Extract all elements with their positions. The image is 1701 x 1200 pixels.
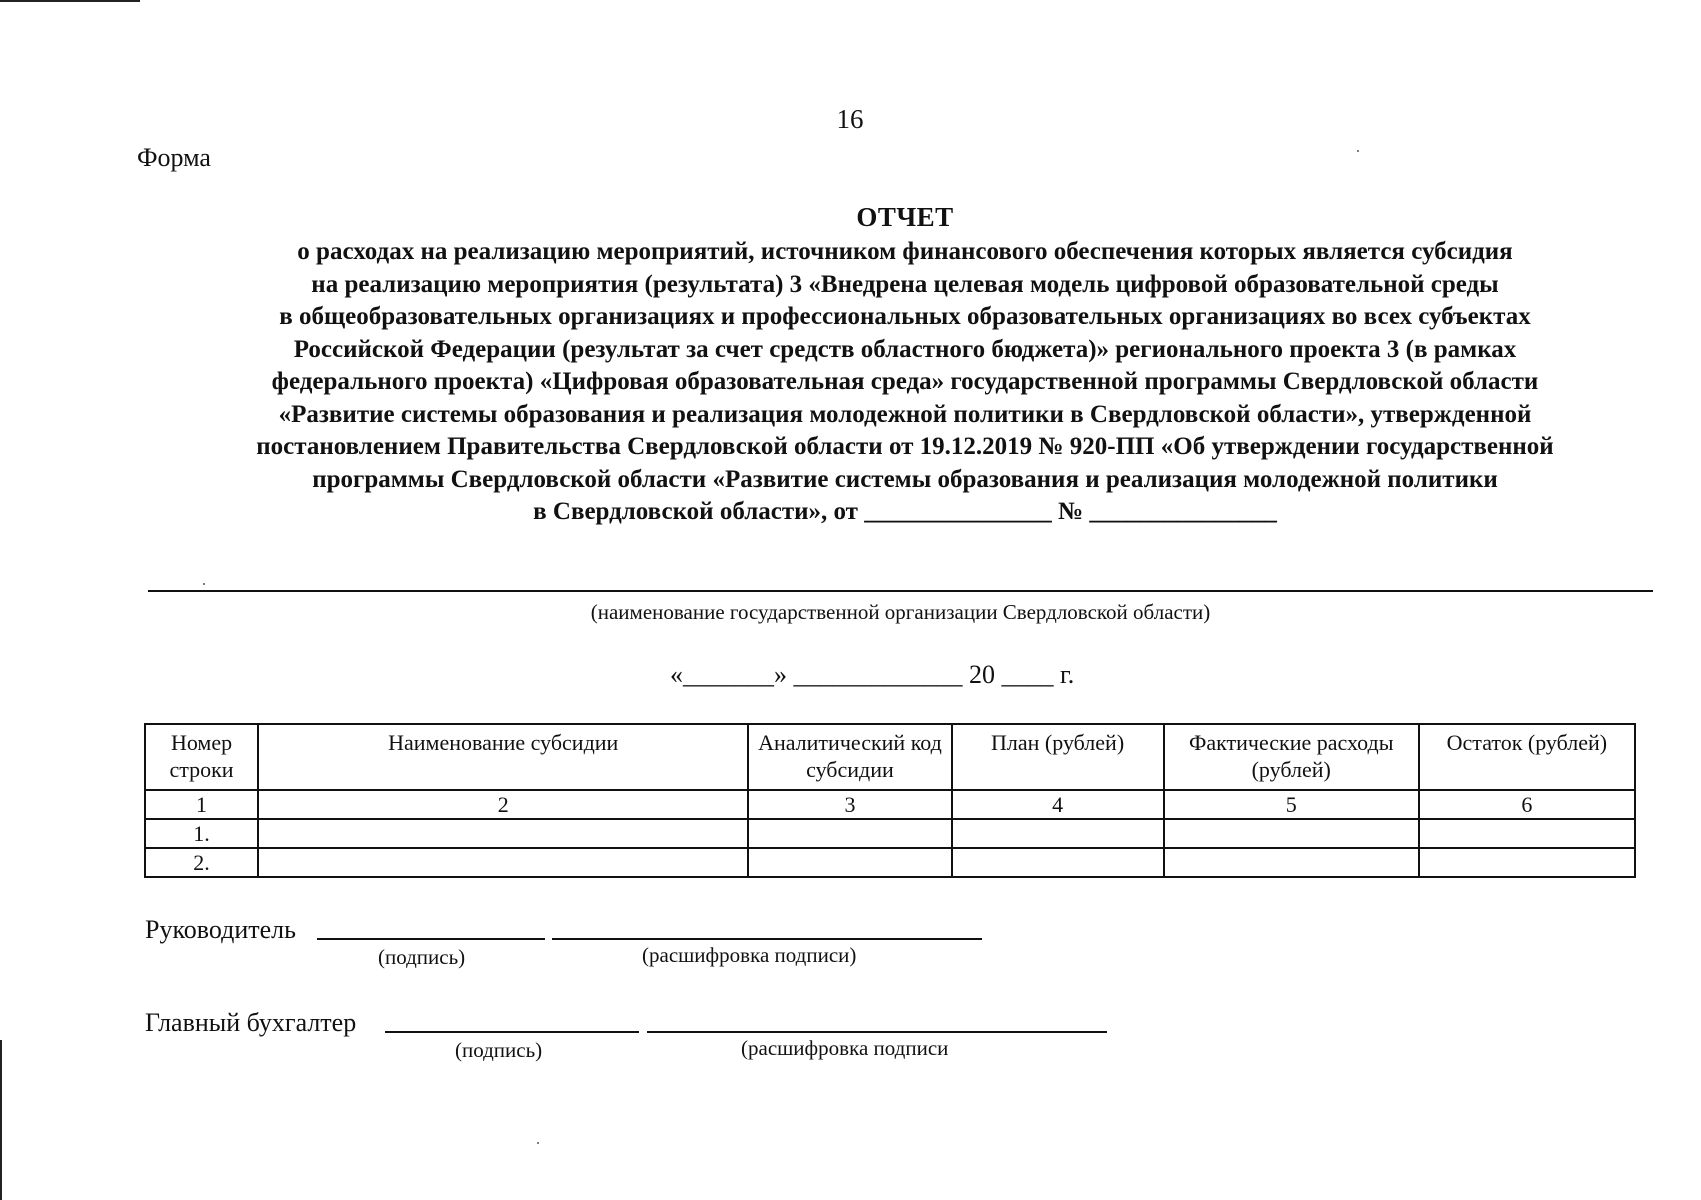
accountant-signature-field[interactable] [385, 1031, 639, 1033]
head-decoding-caption: (расшифровка подписи) [642, 943, 857, 967]
report-subtitle [150, 236, 1660, 529]
report-title: ОТЧЕТ [856, 202, 954, 232]
subtitle-line: Российской Федерации (результат за счет средств областного бюджета)» регионального проекта 3 (в рамках [293, 335, 1517, 363]
subtitle-line: федерального проекта) «Цифровая образовательная среда» государственной программы Свердловской области [271, 368, 1539, 395]
organization-caption: (наименование государственной организации Свердловской области) [590, 600, 1211, 624]
accountant-signature-caption: (подпись) [455, 1038, 543, 1062]
balance-cell[interactable] [1419, 848, 1635, 877]
subtitle-line: «Развитие системы образования и реализация молодежной политики в Свердловской области», утвержденной [278, 400, 1532, 428]
table-header-row [145, 724, 1635, 790]
header-plan: План (рублей) [952, 724, 1164, 790]
column-number-row [145, 790, 1635, 819]
accountant-decoding-field[interactable] [647, 1031, 1107, 1033]
column-number: 5 [1164, 790, 1419, 819]
column-number: 3 [748, 790, 951, 819]
row-number: 2. [145, 848, 258, 877]
scan-speck [203, 583, 205, 585]
subsidy-name-cell[interactable] [258, 848, 748, 877]
header-analytic-code: Аналитический код субсидии [748, 724, 951, 790]
form-label: Форма [137, 143, 211, 172]
head-signature-caption: (подпись) [378, 945, 466, 969]
subtitle-line: о расходах на реализацию мероприятий, источником финансового обеспечения которых является субсидия [297, 238, 1513, 265]
column-number: 4 [952, 790, 1164, 819]
accountant-label: Главный бухгалтер [145, 1008, 357, 1037]
header-row-number: Номер строки [145, 724, 258, 790]
date-field[interactable]: «_______» _____________ 20 ____ г. [670, 660, 1075, 689]
analytic-code-cell[interactable] [748, 819, 951, 848]
actual-expenses-cell[interactable] [1164, 848, 1419, 877]
table-row [145, 848, 1635, 877]
subtitle-line: на реализацию мероприятия (результата) 3 «Внедрена целевая модель цифровой образовательной среды [311, 270, 1499, 298]
scan-edge-mark [0, 0, 140, 2]
header-subsidy-name: Наименование субсидии [258, 724, 748, 790]
report-table [144, 723, 1636, 878]
head-signature-field[interactable] [317, 938, 545, 940]
subtitle-line: в Свердловской области», от _______________ № _______________ [533, 498, 1277, 525]
column-number: 2 [258, 790, 748, 819]
plan-cell[interactable] [952, 819, 1164, 848]
subtitle-line: постановлением Правительства Свердловской области от 19.12.2019 № 920-ПП «Об утверждении государственной [256, 433, 1554, 460]
scan-speck [1357, 150, 1359, 152]
balance-cell[interactable] [1419, 819, 1635, 848]
header-actual-expenses: Фактические расходы (рублей) [1164, 724, 1419, 790]
column-number: 1 [145, 790, 258, 819]
plan-cell[interactable] [952, 848, 1164, 877]
table-row [145, 819, 1635, 848]
scan-edge-mark [0, 1040, 2, 1200]
column-number: 6 [1419, 790, 1635, 819]
subtitle-line: программы Свердловской области «Развитие системы образования и реализация молодежной политики [312, 465, 1498, 493]
header-balance: Остаток (рублей) [1419, 724, 1635, 790]
subsidy-name-cell[interactable] [258, 819, 748, 848]
organization-name-field[interactable] [148, 590, 1653, 592]
accountant-decoding-caption: (расшифровка подписи [741, 1036, 949, 1060]
analytic-code-cell[interactable] [748, 848, 951, 877]
subtitle-line: в общеобразовательных организациях и профессиональных образовательных организациях во всех субъектах [279, 303, 1531, 330]
page-number: 16 [836, 104, 864, 134]
actual-expenses-cell[interactable] [1164, 819, 1419, 848]
scan-speck [537, 1142, 539, 1144]
row-number: 1. [145, 819, 258, 848]
head-decoding-field[interactable] [552, 938, 982, 940]
head-label: Руководитель [145, 915, 296, 944]
